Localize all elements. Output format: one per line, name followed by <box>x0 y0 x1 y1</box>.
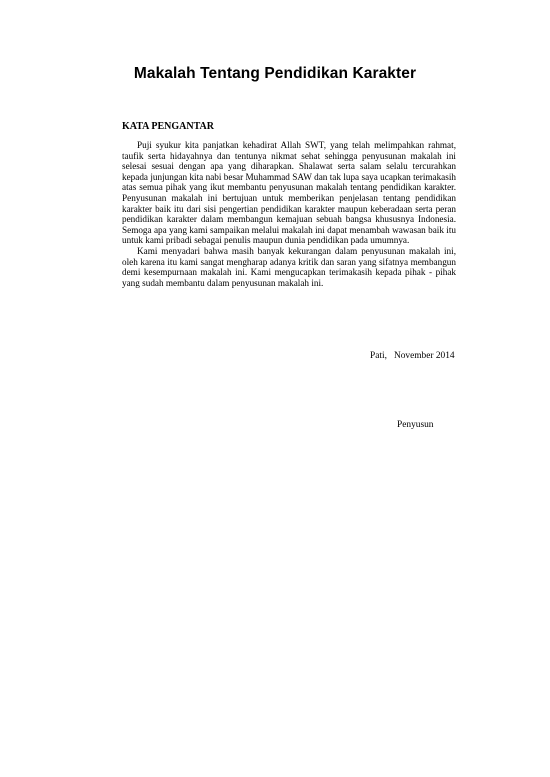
document-title: Makalah Tentang Pendidikan Karakter <box>133 65 417 82</box>
paragraph: Puji syukur kita panjatkan kehadirat Allah SWT, yang telah melimpahkan rahmat, taufik serta hidayahnya dan tentunya nikmat sehat sehingga penyusunan makalah ini selesai sesuai dengan apa yang diharapkan. Shalawat serta salam selalu tercurahkan kepada junjungan kita nabi besar Muhammad SAW dan tak lupa saya ucapkan terimakasih atas semua pihak yang ikut membantu penyusunan makalah tentang pendidikan karakter. Penyusunan makalah ini bertujuan untuk memberikan penjelasan tentang pendidikan karakter baik itu dari sisi pengertian pendidikan karakter maupun keberadaan serta peran pendidikan karakter dalam membangun kemajuan sebuah bangsa khususnya Indonesia. Semoga apa yang kami sampaikan melalui makalah ini dapat menambah wawasan baik itu untuk kami pribadi sebagai penulis maupun dunia pendidikan pada umumnya. <box>122 140 456 246</box>
date-line: Pati, November 2014 <box>370 351 455 361</box>
section-heading: KATA PENGANTAR <box>122 121 214 132</box>
signer-name: Penyusun <box>397 420 434 430</box>
paragraph: Kami menyadari bahwa masih banyak kekurangan dalam penyusunan makalah ini, oleh karena itu kami sangat mengharap adanya kritik dan saran yang sifatnya membangun demi kesempurnaan makalah ini. Kami mengucapkan terimakasih kepada pihak - pihak yang sudah membantu dalam penyusunan makalah ini. <box>122 245 456 288</box>
body-text <box>122 140 456 288</box>
